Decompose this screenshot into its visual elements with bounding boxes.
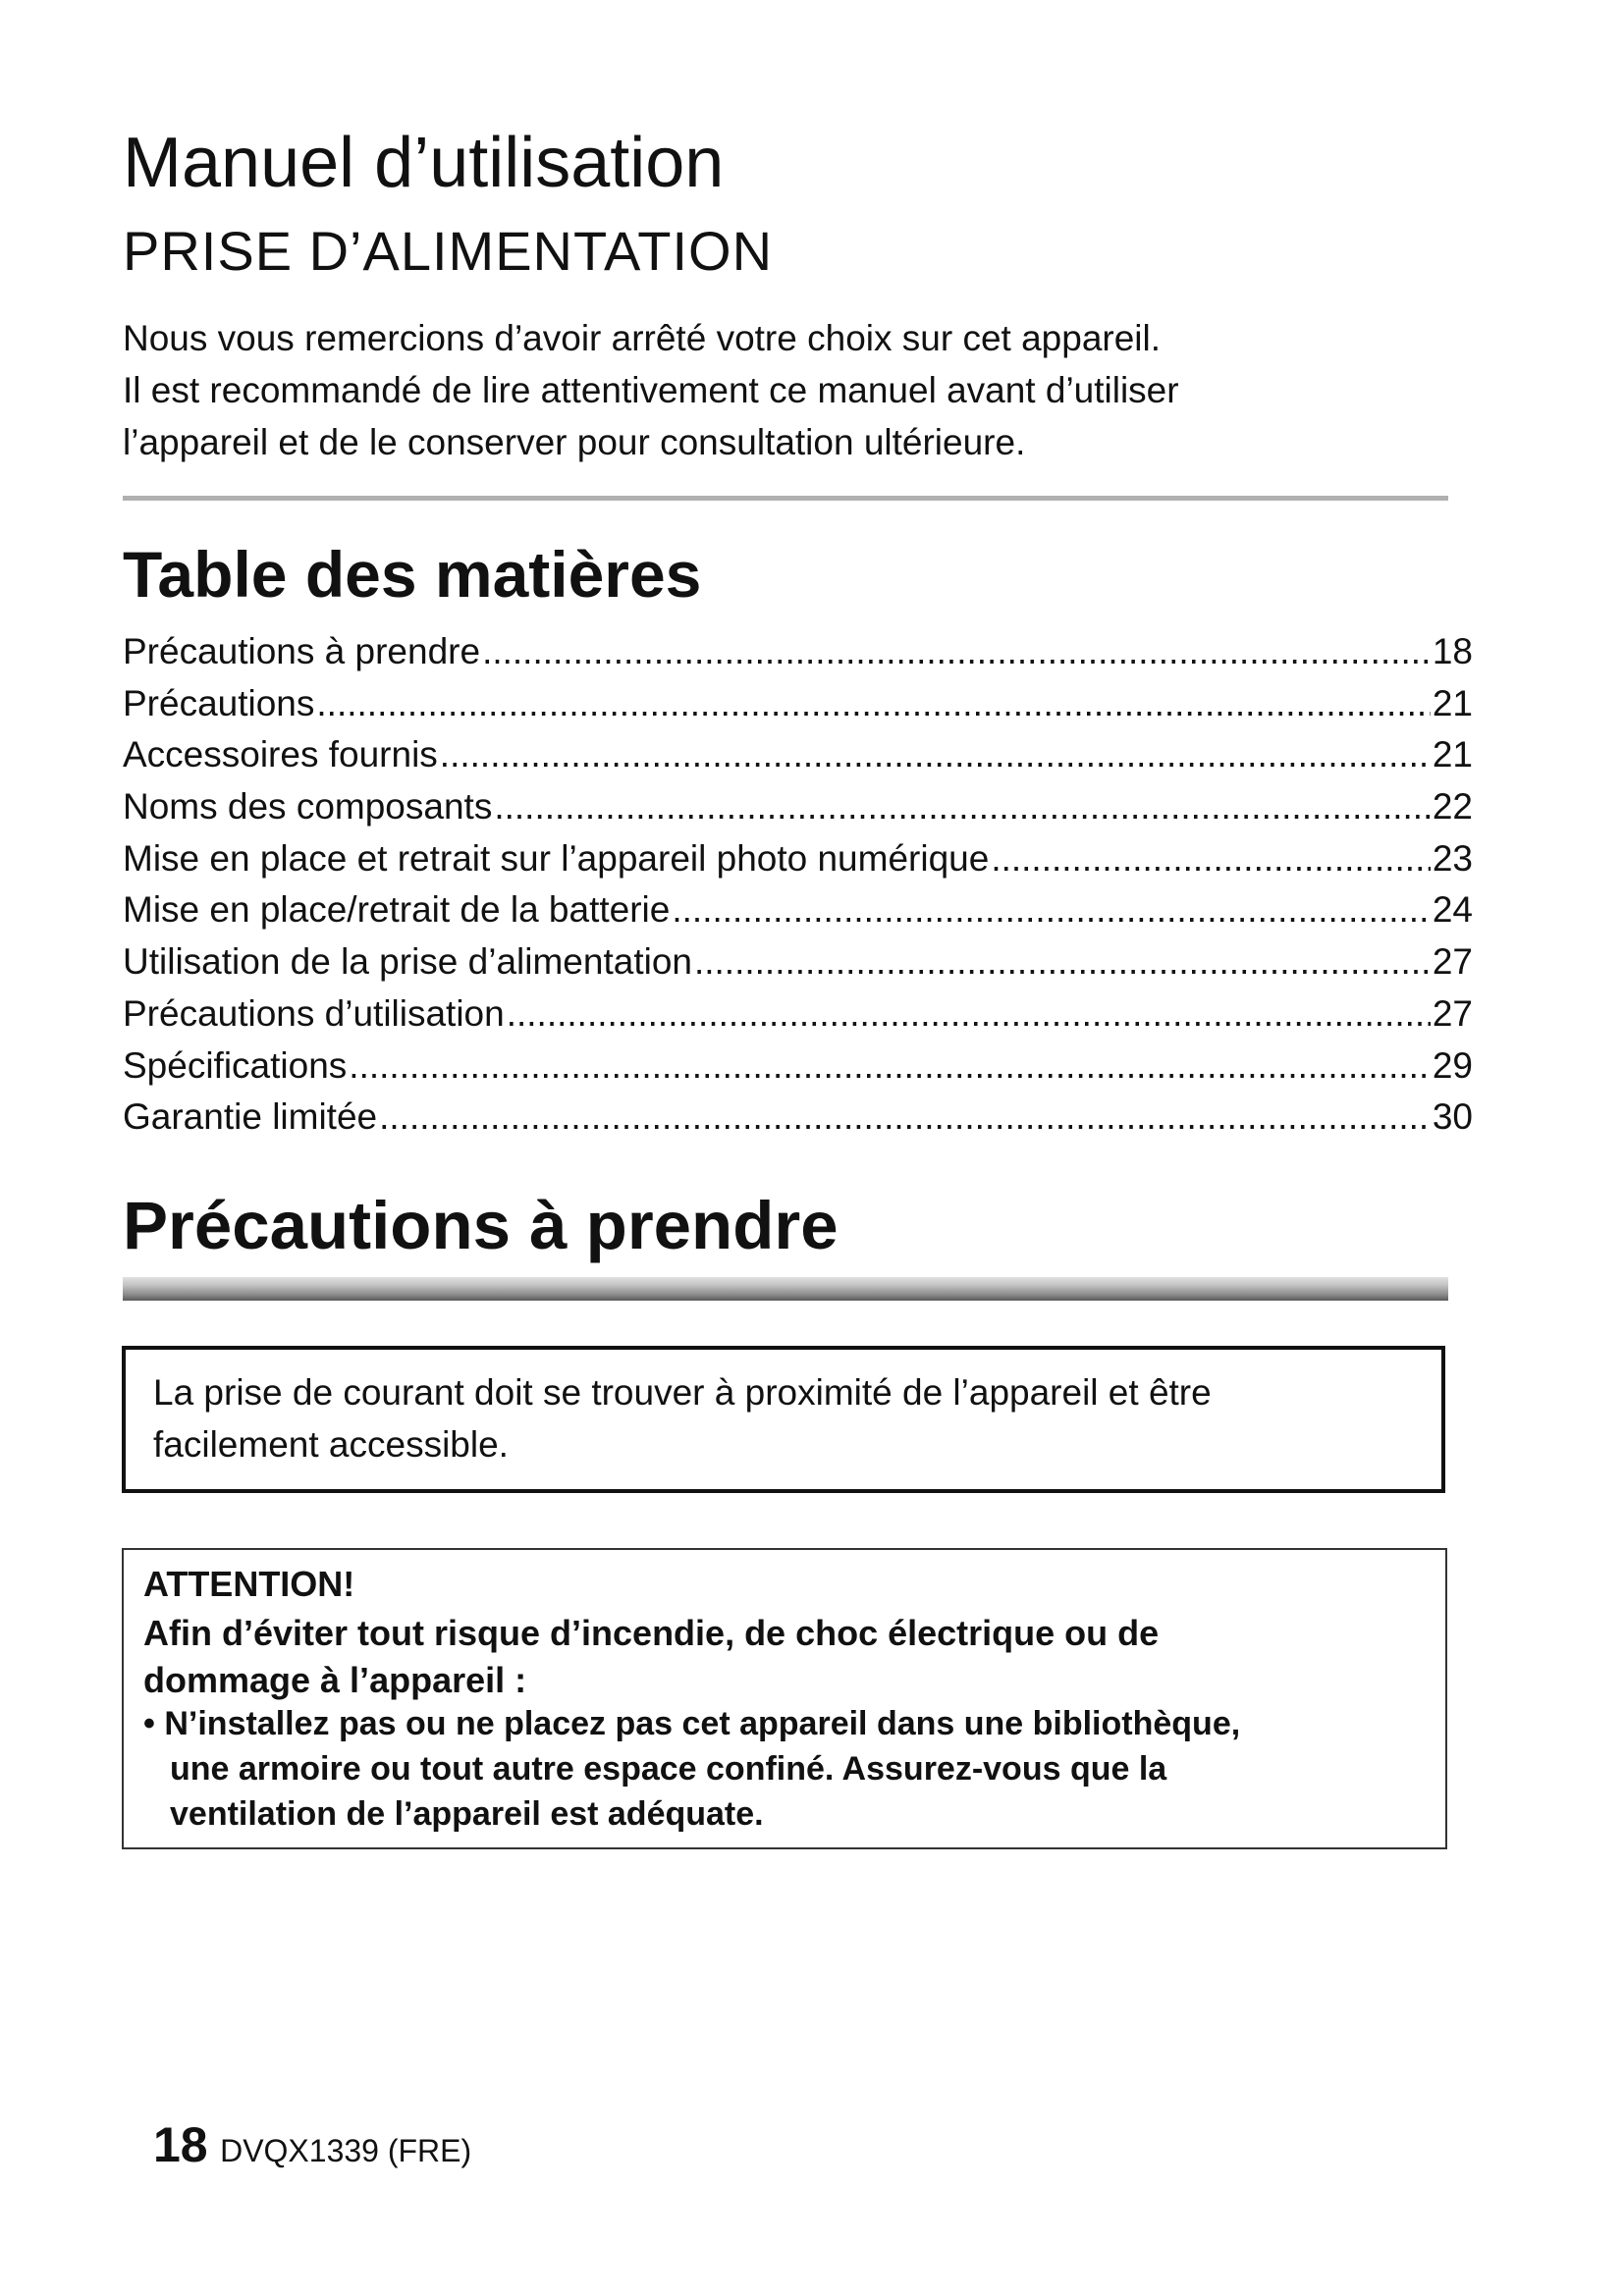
toc-title: Table des matières (123, 538, 702, 611)
toc-entry[interactable] (123, 1041, 1473, 1093)
toc-leader (507, 988, 1431, 1041)
toc-entry-label: Mise en place et retrait sur l’appareil photo numérique (123, 837, 990, 879)
toc-entry[interactable] (123, 781, 1473, 833)
table-of-contents (123, 626, 1473, 1144)
toc-leader (349, 1041, 1431, 1093)
toc-entry-label: Utilisation de la prise d’alimentation (123, 941, 692, 983)
toc-leader (494, 781, 1431, 833)
toc-entry[interactable] (123, 833, 1473, 885)
toc-leader (694, 936, 1431, 988)
attention-bullet-line: • N’installez pas ou ne placez pas cet appareil dans une bibliothèque, (143, 1705, 1241, 1742)
toc-entry-label: Noms des composants (123, 786, 493, 828)
toc-entry-page: 22 (1432, 786, 1473, 828)
intro-line: Il est recommandé de lire attentivement ce manuel avant d’utiliser (123, 370, 1179, 410)
intro-line: l’appareil et de le conserver pour consultation ultérieure. (123, 422, 1026, 462)
toc-entry[interactable] (123, 936, 1473, 988)
notice-line: facilement accessible. (153, 1424, 509, 1465)
toc-entry[interactable] (123, 678, 1473, 730)
page-footer (153, 2116, 471, 2173)
attention-heading: ATTENTION! (143, 1564, 355, 1604)
toc-entry-page: 24 (1432, 889, 1473, 931)
attention-bullet-line: une armoire ou tout autre espace confiné. Assurez-vous que la (170, 1750, 1167, 1788)
toc-leader (482, 626, 1431, 678)
toc-entry-label: Accessoires fournis (123, 734, 438, 775)
toc-entry-label: Précautions d’utilisation (123, 992, 505, 1034)
toc-entry-page: 29 (1432, 1044, 1473, 1086)
toc-entry-label: Mise en place/retrait de la batterie (123, 889, 671, 931)
intro-paragraph (123, 312, 1497, 468)
section-divider (123, 1277, 1448, 1301)
toc-entry[interactable] (123, 988, 1473, 1041)
toc-leader (440, 729, 1431, 781)
toc-leader (316, 678, 1430, 730)
toc-entry-label: Précautions à prendre (123, 631, 481, 671)
divider (123, 496, 1448, 501)
attention-bullet-line: ventilation de l’appareil est adéquate. (170, 1795, 764, 1833)
toc-entry-label: Garantie limitée (123, 1096, 378, 1138)
attention-sub-line: Afin d’éviter tout risque d’incendie, de choc électrique ou de (143, 1613, 1160, 1653)
toc-entry-page: 27 (1432, 992, 1473, 1034)
intro-line: Nous vous remercions d’avoir arrêté votre choix sur cet appareil. (123, 318, 1162, 358)
toc-entry-page: 21 (1432, 682, 1473, 723)
toc-entry-page: 23 (1432, 837, 1473, 879)
toc-leader (672, 884, 1430, 936)
notice-line: La prise de courant doit se trouver à proximité de l’appareil et être (153, 1372, 1212, 1413)
toc-entry[interactable] (123, 884, 1473, 936)
toc-entry[interactable] (123, 729, 1473, 781)
toc-entry[interactable] (123, 626, 1473, 678)
toc-leader (379, 1092, 1431, 1144)
section-title: Précautions à prendre (123, 1188, 839, 1263)
document-code: DVQX1339 (FRE) (220, 2133, 472, 2168)
attention-subheading (143, 1610, 1159, 1704)
toc-leader (991, 833, 1431, 885)
toc-entry-page: 27 (1432, 941, 1473, 983)
toc-entry[interactable] (123, 1092, 1473, 1144)
page-number: 18 (153, 2117, 208, 2172)
notice-text (153, 1366, 1430, 1470)
toc-entry-label: Spécifications (123, 1044, 348, 1086)
toc-entry-label: Précautions (123, 682, 315, 723)
toc-entry-page: 18 (1432, 631, 1473, 671)
toc-entry-page: 21 (1432, 734, 1473, 775)
attention-bullet (143, 1701, 1240, 1837)
manual-title: Manuel d’utilisation (123, 124, 725, 202)
product-subtitle: PRISE D’ALIMENTATION (123, 220, 774, 282)
attention-sub-line: dommage à l’appareil : (143, 1660, 527, 1700)
toc-entry-page: 30 (1432, 1096, 1473, 1138)
